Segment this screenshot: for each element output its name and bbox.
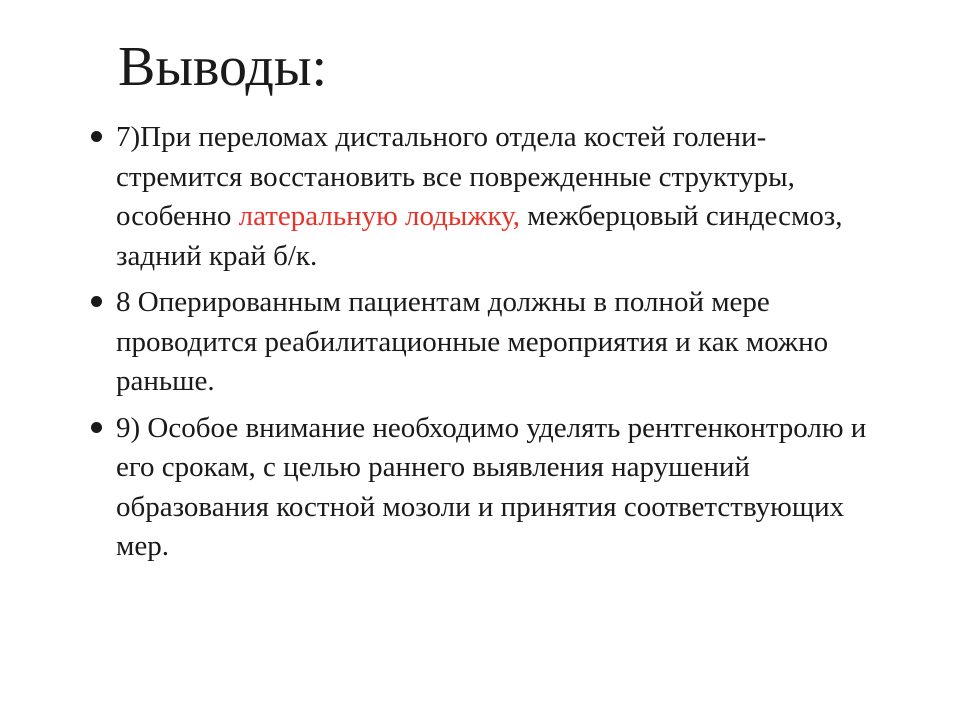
bullet-dot-icon [91,422,102,433]
bullet-8-text: 8 Оперированным пациентам должны в полной мере проводится реабилитационные мероприятия и как можно раньше. [116,286,829,397]
bullet-dot-icon [91,296,102,307]
bullet-dot-icon [91,131,102,142]
bullet-item-9 [88,409,888,567]
bullet-item-8 [88,283,888,402]
bullet-item-7 [88,118,888,276]
bullet-7-text-before: 7)При переломах дистального отдела костей голени- стремится восстановить все поврежденные структуры, особенно [116,121,795,232]
bullet-7-highlight: латеральную лодыжку, [238,200,520,232]
bullet-9-text: 9) Особое внимание необходимо уделять рентгенконтролю и его срокам, с целью раннего выявления нарушений образования костной мозоли и принятия соответствующих мер. [116,411,867,562]
slide-title: Выводы: [118,36,328,98]
bullet-list [88,118,888,574]
bullet-7-text-after: межберцовый синдесмоз, задний край б/к. [116,200,843,272]
